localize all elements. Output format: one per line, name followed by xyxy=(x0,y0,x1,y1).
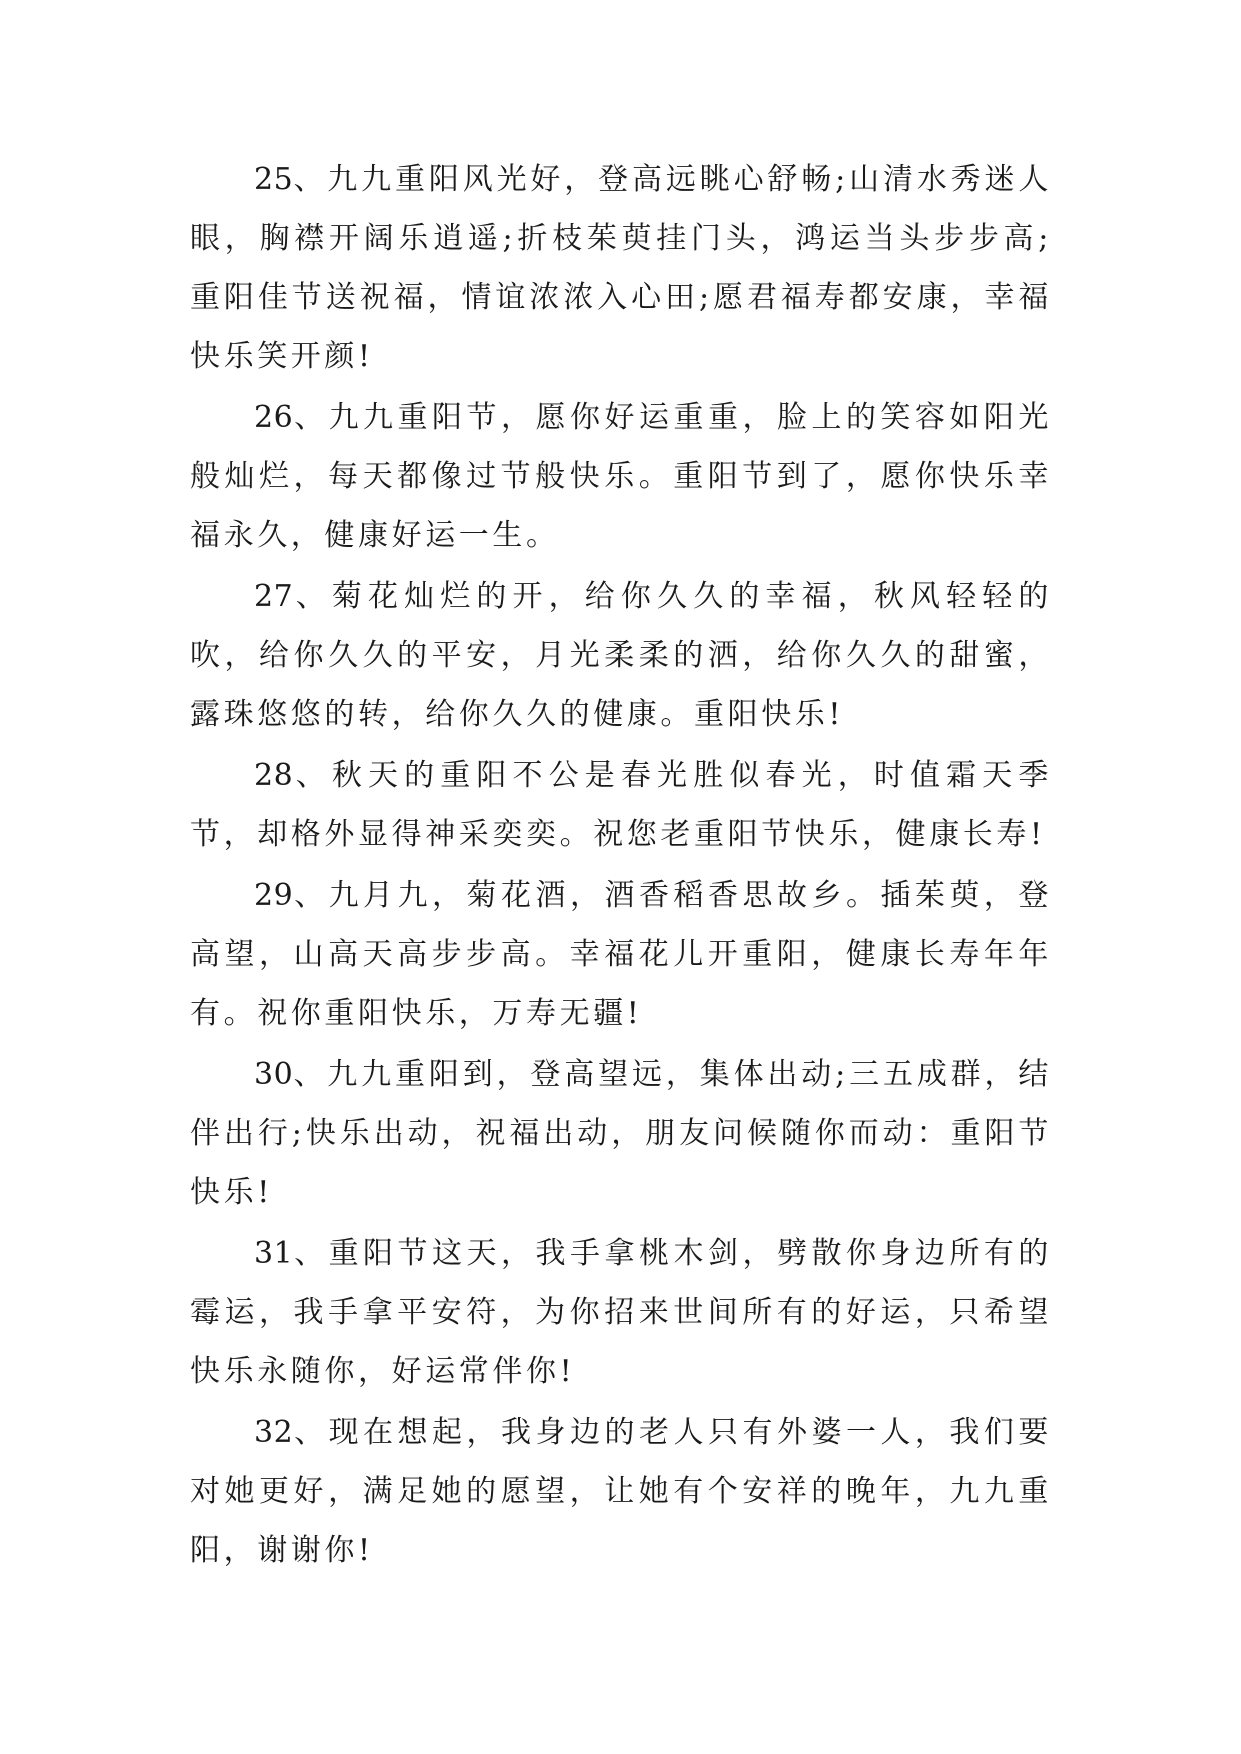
paragraph-text: 、重阳节这天，我手拿桃木剑，劈散你身边所有的霉运，我手拿平安符，为你招来世间所有的好运，只希望快乐永随你，好运常伴你! xyxy=(190,1236,1052,1389)
paragraph-number: 26 xyxy=(254,400,294,435)
paragraph-25 xyxy=(190,150,1052,386)
paragraph-number: 30 xyxy=(254,1057,294,1092)
paragraph-text: 、九月九，菊花酒，酒香稻香思故乡。插茱萸，登高望，山高天高步步高。幸福花儿开重阳，健康长寿年年有。祝你重阳快乐，万寿无疆! xyxy=(190,878,1052,1031)
paragraph-text: 、九九重阳到，登高望远，集体出动;三五成群，结伴出行;快乐出动，祝福出动，朋友问候随你而动：重阳节快乐! xyxy=(190,1057,1052,1210)
paragraph-text: 、九九重阳风光好，登高远眺心舒畅;山清水秀迷人眼，胸襟开阔乐逍遥;折枝茱萸挂门头，鸿运当头步步高;重阳佳节送祝福，情谊浓浓入心田;愿君福寿都安康，幸福快乐笑开颜! xyxy=(190,162,1052,374)
paragraph-number: 29 xyxy=(254,878,294,913)
paragraph-27 xyxy=(190,567,1052,744)
paragraph-number: 31 xyxy=(254,1236,294,1271)
paragraph-text: 、菊花灿烂的开，给你久久的幸福，秋风轻轻的吹，给你久久的平安，月光柔柔的洒，给你久久的甜蜜，露珠悠悠的转，给你久久的健康。重阳快乐! xyxy=(190,579,1052,732)
paragraph-number: 27 xyxy=(254,579,294,614)
document-page xyxy=(190,150,1052,1582)
paragraph-28 xyxy=(190,746,1052,864)
paragraph-text: 、现在想起，我身边的老人只有外婆一人，我们要对她更好，满足她的愿望，让她有个安祥的晚年，九九重阳，谢谢你! xyxy=(190,1415,1052,1568)
paragraph-number: 32 xyxy=(254,1415,294,1450)
paragraph-32 xyxy=(190,1403,1052,1580)
paragraph-26 xyxy=(190,388,1052,565)
paragraph-text: 、九九重阳节，愿你好运重重，脸上的笑容如阳光般灿烂，每天都像过节般快乐。重阳节到了，愿你快乐幸福永久，健康好运一生。 xyxy=(190,400,1052,553)
paragraph-number: 28 xyxy=(254,758,294,793)
paragraph-text: 、秋天的重阳不公是春光胜似春光，时值霜天季节，却格外显得神采奕奕。祝您老重阳节快乐，健康长寿! xyxy=(190,758,1052,852)
paragraph-30 xyxy=(190,1045,1052,1222)
paragraph-29 xyxy=(190,866,1052,1043)
paragraph-31 xyxy=(190,1224,1052,1401)
paragraph-number: 25 xyxy=(254,162,294,197)
